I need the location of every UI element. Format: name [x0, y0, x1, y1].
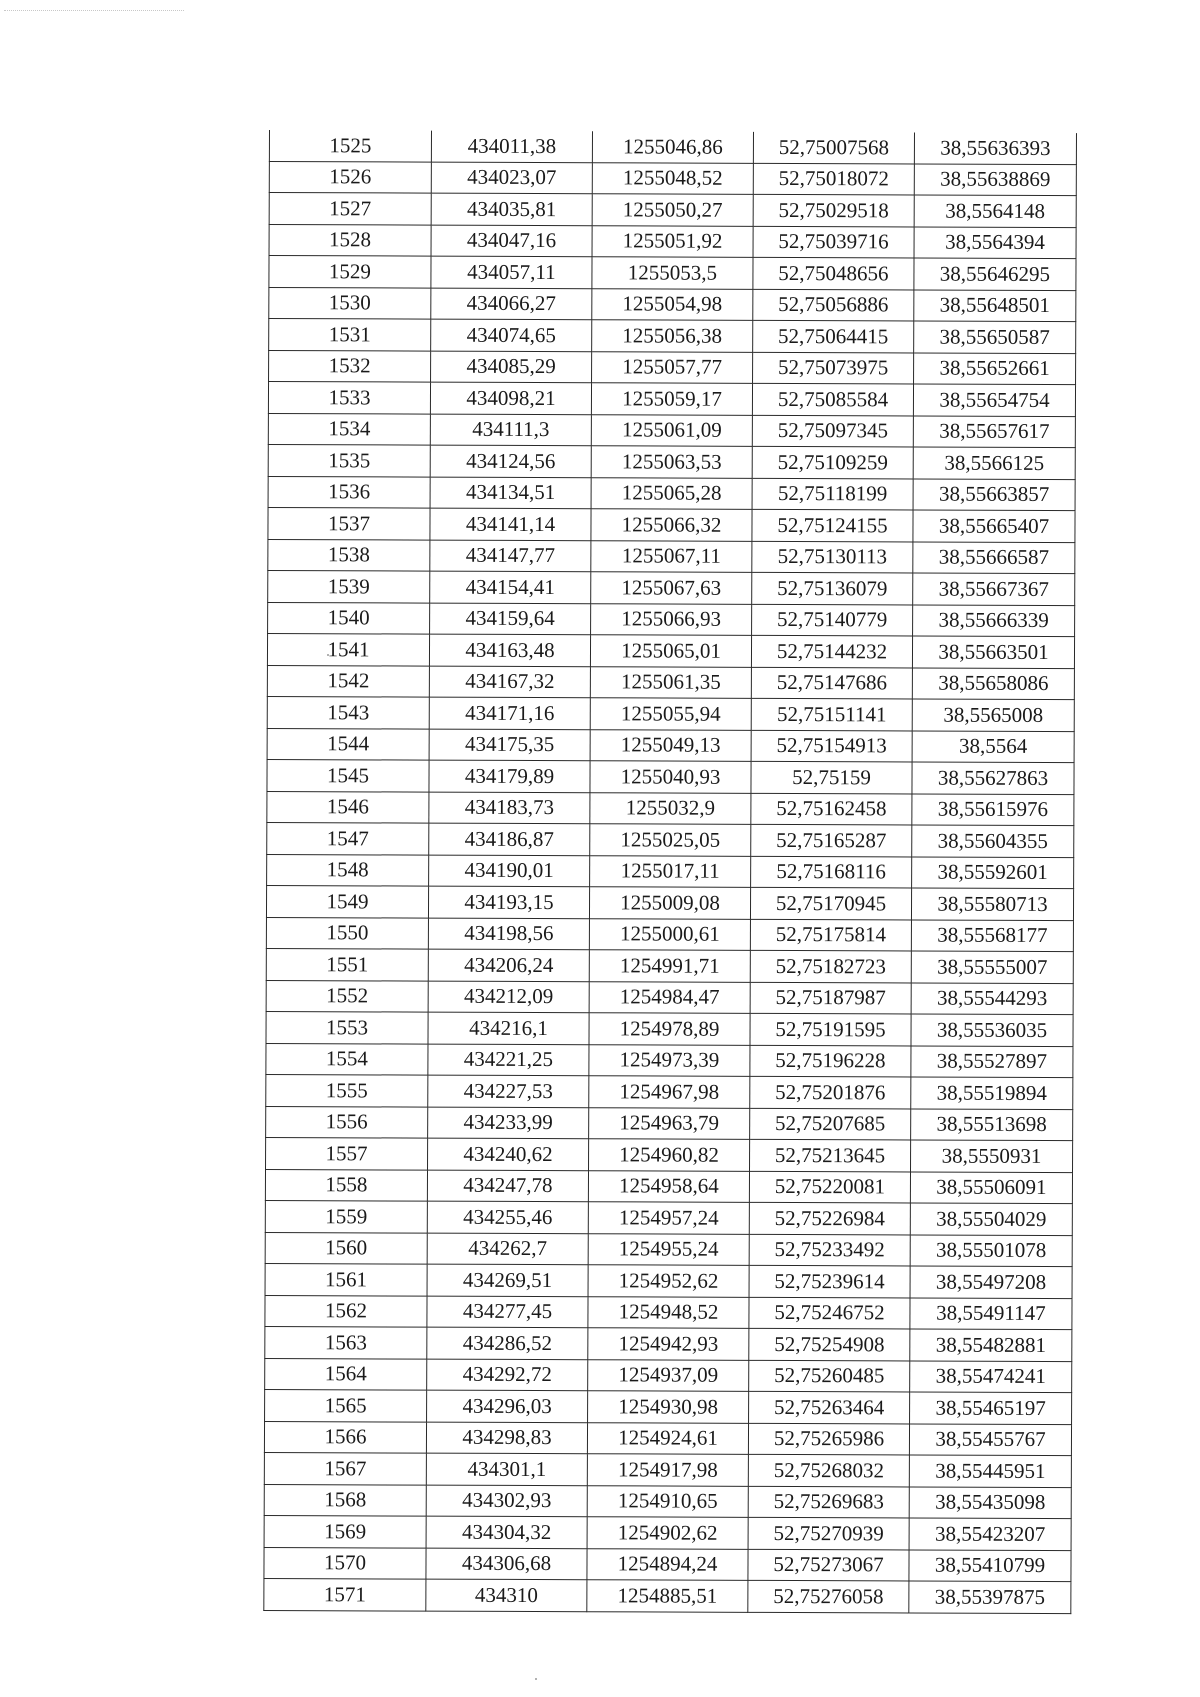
- latitude-cell: 52,75268032: [748, 1454, 909, 1486]
- longitude-cell: 38,55663857: [913, 478, 1075, 510]
- longitude-cell: 38,55513698: [911, 1108, 1073, 1140]
- longitude-cell: 38,55646295: [914, 258, 1076, 290]
- longitude-cell: 38,55650587: [914, 321, 1076, 353]
- latitude-cell: 52,75168116: [751, 856, 912, 888]
- point-number-cell: 1567: [264, 1452, 426, 1484]
- x-coordinate-cell: 434198,56: [428, 918, 589, 950]
- y-coordinate-cell: 1255056,38: [592, 320, 753, 352]
- y-coordinate-cell: 1255048,52: [592, 162, 753, 194]
- point-number-cell: 1536: [268, 476, 430, 508]
- latitude-cell: 52,75265986: [748, 1423, 909, 1455]
- latitude-cell: 52,75048656: [753, 257, 914, 289]
- longitude-cell: 38,5564148: [914, 195, 1076, 227]
- point-number-cell: 1532: [269, 350, 431, 382]
- table-row: [265, 1232, 1072, 1267]
- longitude-cell: 38,55445951: [909, 1455, 1071, 1487]
- point-number-cell: 1557: [266, 1137, 428, 1169]
- table-row: [268, 382, 1075, 417]
- latitude-cell: 52,75007568: [753, 132, 914, 164]
- table-row: [269, 350, 1076, 385]
- longitude-cell: 38,55423207: [909, 1518, 1071, 1550]
- point-number-cell: 1530: [269, 287, 431, 319]
- x-coordinate-cell: 434286,52: [427, 1327, 588, 1359]
- longitude-cell: 38,55667367: [913, 573, 1075, 605]
- longitude-cell: 38,5565008: [912, 699, 1074, 731]
- table-row: [268, 570, 1075, 605]
- y-coordinate-cell: 1255000,61: [589, 918, 750, 950]
- point-number-cell: 1540: [268, 602, 430, 634]
- table-row: [266, 917, 1073, 952]
- table-row: [269, 161, 1076, 196]
- x-coordinate-cell: 434186,87: [429, 823, 590, 855]
- longitude-cell: 38,55397875: [909, 1581, 1071, 1613]
- y-coordinate-cell: 1255051,92: [592, 225, 753, 257]
- longitude-cell: 38,55536035: [911, 1014, 1073, 1046]
- longitude-cell: 38,55638869: [914, 163, 1076, 195]
- y-coordinate-cell: 1254885,51: [587, 1580, 748, 1612]
- coordinates-table: [263, 130, 1077, 1614]
- point-number-cell: 1545: [267, 759, 429, 791]
- point-number-cell: 1528: [269, 224, 431, 256]
- x-coordinate-cell: 434298,83: [426, 1422, 587, 1454]
- point-number-cell: 1556: [266, 1106, 428, 1138]
- latitude-cell: 52,75018072: [753, 163, 914, 195]
- x-coordinate-cell: 434159,64: [430, 603, 591, 635]
- y-coordinate-cell: 1255063,53: [591, 446, 752, 478]
- latitude-cell: 52,75220081: [749, 1171, 910, 1203]
- point-number-cell: 1544: [267, 728, 429, 760]
- latitude-cell: 52,75170945: [750, 887, 911, 919]
- table-row: [267, 791, 1074, 826]
- table-row: [267, 696, 1074, 731]
- y-coordinate-cell: 1255009,08: [589, 887, 750, 919]
- longitude-cell: 38,5566125: [913, 447, 1075, 479]
- latitude-cell: 52,75254908: [749, 1328, 910, 1360]
- latitude-cell: 52,75182723: [750, 950, 911, 982]
- table-row: [266, 885, 1073, 920]
- y-coordinate-cell: 1254955,24: [588, 1233, 749, 1265]
- x-coordinate-cell: 434212,09: [428, 981, 589, 1013]
- longitude-cell: 38,55665407: [913, 510, 1075, 542]
- table-row: [269, 319, 1076, 354]
- longitude-cell: 38,55666339: [913, 604, 1075, 636]
- table-row: [269, 193, 1076, 228]
- point-number-cell: 1559: [265, 1200, 427, 1232]
- table-row: [267, 854, 1074, 889]
- point-number-cell: 1542: [267, 665, 429, 697]
- longitude-cell: 38,55544293: [911, 982, 1073, 1014]
- x-coordinate-cell: 434147,77: [430, 540, 591, 572]
- latitude-cell: 52,75154913: [751, 730, 912, 762]
- point-number-cell: 1566: [264, 1421, 426, 1453]
- x-coordinate-cell: 434179,89: [429, 760, 590, 792]
- y-coordinate-cell: 1254942,93: [588, 1328, 749, 1360]
- x-coordinate-cell: 434216,1: [428, 1012, 589, 1044]
- y-coordinate-cell: 1254894,24: [587, 1548, 748, 1580]
- table-row: [268, 413, 1075, 448]
- table-row: [265, 1169, 1072, 1204]
- table-row: [265, 1389, 1072, 1424]
- x-coordinate-cell: 434296,03: [427, 1390, 588, 1422]
- table-row: [268, 507, 1075, 542]
- y-coordinate-cell: 1254948,52: [588, 1296, 749, 1328]
- latitude-cell: 52,75213645: [750, 1139, 911, 1171]
- x-coordinate-cell: 434066,27: [431, 288, 592, 320]
- latitude-cell: 52,75064415: [753, 320, 914, 352]
- point-number-cell: 1527: [269, 193, 431, 225]
- table-row: [267, 633, 1074, 668]
- table-row: [264, 1547, 1071, 1582]
- point-number-cell: 1553: [266, 1011, 428, 1043]
- point-number-cell: 1561: [265, 1263, 427, 1295]
- y-coordinate-cell: 1255017,11: [590, 855, 751, 887]
- latitude-cell: 52,75147686: [751, 667, 912, 699]
- point-number-cell: 1534: [268, 413, 430, 445]
- point-number-cell: 1568: [264, 1484, 426, 1516]
- latitude-cell: 52,75196228: [750, 1045, 911, 1077]
- point-number-cell: 1539: [268, 570, 430, 602]
- point-number-cell: 1562: [265, 1295, 427, 1327]
- longitude-cell: 38,55497208: [910, 1266, 1072, 1298]
- x-coordinate-cell: 434190,01: [429, 855, 590, 887]
- table-row: [266, 1074, 1073, 1109]
- table-row: [269, 130, 1076, 164]
- longitude-cell: 38,55410799: [909, 1549, 1071, 1581]
- x-coordinate-cell: 434255,46: [427, 1201, 588, 1233]
- y-coordinate-cell: 1254984,47: [589, 981, 750, 1013]
- table-row: [264, 1421, 1071, 1456]
- scan-speck: [535, 1678, 537, 1680]
- latitude-cell: 52,75273067: [748, 1549, 909, 1581]
- x-coordinate-cell: 434247,78: [427, 1170, 588, 1202]
- point-number-cell: 1554: [266, 1043, 428, 1075]
- y-coordinate-cell: 1254910,65: [587, 1485, 748, 1517]
- x-coordinate-cell: 434206,24: [428, 949, 589, 981]
- table-row: [266, 1137, 1073, 1172]
- longitude-cell: 38,55506091: [910, 1171, 1072, 1203]
- table-row: [267, 728, 1074, 763]
- longitude-cell: 38,55652661: [914, 352, 1076, 384]
- longitude-cell: 38,55666587: [913, 541, 1075, 573]
- longitude-cell: 38,55580713: [911, 888, 1073, 920]
- table-row: [265, 1200, 1072, 1235]
- latitude-cell: 52,75136079: [752, 572, 913, 604]
- x-coordinate-cell: 434306,68: [426, 1548, 587, 1580]
- table-row: [267, 665, 1074, 700]
- y-coordinate-cell: 1255059,17: [591, 383, 752, 415]
- latitude-cell: 52,75039716: [753, 226, 914, 258]
- longitude-cell: 38,55604355: [912, 825, 1074, 857]
- longitude-cell: 38,55491147: [910, 1297, 1072, 1329]
- y-coordinate-cell: 1254960,82: [589, 1139, 750, 1171]
- y-coordinate-cell: 1255065,28: [591, 477, 752, 509]
- point-number-cell: 1548: [267, 854, 429, 886]
- table-row: [268, 476, 1075, 511]
- longitude-cell: 38,55555007: [911, 951, 1073, 983]
- point-number-cell: 1571: [264, 1578, 426, 1610]
- x-coordinate-cell: 434183,73: [429, 792, 590, 824]
- table-row: [266, 1106, 1073, 1141]
- y-coordinate-cell: 1254958,64: [588, 1170, 749, 1202]
- point-number-cell: 1560: [265, 1232, 427, 1264]
- x-coordinate-cell: 434035,81: [431, 193, 592, 225]
- latitude-cell: 52,75263464: [749, 1391, 910, 1423]
- latitude-cell: 52,75118199: [752, 478, 913, 510]
- longitude-cell: 38,55654754: [913, 384, 1075, 416]
- latitude-cell: 52,75056886: [753, 289, 914, 321]
- y-coordinate-cell: 1254952,62: [588, 1265, 749, 1297]
- x-coordinate-cell: 434193,15: [428, 886, 589, 918]
- table-row: [266, 980, 1073, 1015]
- table-row: [264, 1484, 1071, 1519]
- point-number-cell: 1565: [265, 1389, 427, 1421]
- y-coordinate-cell: 1255067,11: [591, 540, 752, 572]
- y-coordinate-cell: 1255066,32: [591, 509, 752, 541]
- y-coordinate-cell: 1254937,09: [588, 1359, 749, 1391]
- point-number-cell: 1551: [266, 948, 428, 980]
- latitude-cell: 52,75175814: [750, 919, 911, 951]
- point-number-cell: 1570: [264, 1547, 426, 1579]
- y-coordinate-cell: 1255055,94: [590, 698, 751, 730]
- longitude-cell: 38,55568177: [911, 919, 1073, 951]
- y-coordinate-cell: 1255040,93: [590, 761, 751, 793]
- point-number-cell: 1550: [266, 917, 428, 949]
- latitude-cell: 52,75073975: [753, 352, 914, 384]
- longitude-cell: 38,55658086: [912, 667, 1074, 699]
- point-number-cell: 1535: [268, 444, 430, 476]
- y-coordinate-cell: 1255066,93: [591, 603, 752, 635]
- latitude-cell: 52,75191595: [750, 1013, 911, 1045]
- point-number-cell: 1543: [267, 696, 429, 728]
- x-coordinate-cell: 434221,25: [428, 1044, 589, 1076]
- latitude-cell: 52,75270939: [748, 1517, 909, 1549]
- y-coordinate-cell: 1255065,01: [590, 635, 751, 667]
- y-coordinate-cell: 1255050,27: [592, 194, 753, 226]
- x-coordinate-cell: 434240,62: [428, 1138, 589, 1170]
- y-coordinate-cell: 1254991,71: [589, 950, 750, 982]
- table-row: [267, 759, 1074, 794]
- longitude-cell: 38,55636393: [914, 132, 1076, 164]
- x-coordinate-cell: 434292,72: [427, 1359, 588, 1391]
- latitude-cell: 52,75207685: [750, 1108, 911, 1140]
- table-row: [268, 602, 1075, 637]
- point-number-cell: 1563: [265, 1326, 427, 1358]
- longitude-cell: 38,55435098: [909, 1486, 1071, 1518]
- x-coordinate-cell: 434085,29: [431, 351, 592, 383]
- longitude-cell: 38,55627863: [912, 762, 1074, 794]
- y-coordinate-cell: 1254902,62: [587, 1517, 748, 1549]
- scan-header-artifact: [4, 10, 184, 11]
- y-coordinate-cell: 1254957,24: [588, 1202, 749, 1234]
- x-coordinate-cell: 434074,65: [431, 319, 592, 351]
- longitude-cell: 38,55501078: [910, 1234, 1072, 1266]
- longitude-cell: 38,5550931: [911, 1140, 1073, 1172]
- longitude-cell: 38,5564: [912, 730, 1074, 762]
- table-row: [269, 224, 1076, 259]
- longitude-cell: 38,5564394: [914, 226, 1076, 258]
- x-coordinate-cell: 434111,3: [430, 414, 591, 446]
- point-number-cell: 1569: [264, 1515, 426, 1547]
- x-coordinate-cell: 434262,7: [427, 1233, 588, 1265]
- y-coordinate-cell: 1255061,35: [590, 666, 751, 698]
- x-coordinate-cell: 434134,51: [430, 477, 591, 509]
- latitude-cell: 52,75124155: [752, 509, 913, 541]
- table-row: [267, 822, 1074, 857]
- y-coordinate-cell: 1254924,61: [587, 1422, 748, 1454]
- table-row: [265, 1263, 1072, 1298]
- latitude-cell: 52,75269683: [748, 1486, 909, 1518]
- y-coordinate-cell: 1255032,9: [590, 792, 751, 824]
- latitude-cell: 52,75165287: [751, 824, 912, 856]
- y-coordinate-cell: 1255053,5: [592, 257, 753, 289]
- longitude-cell: 38,55504029: [910, 1203, 1072, 1235]
- x-coordinate-cell: 434171,16: [429, 697, 590, 729]
- table-row: [264, 1452, 1071, 1487]
- table-row: [265, 1358, 1072, 1393]
- x-coordinate-cell: 434057,11: [431, 256, 592, 288]
- point-number-cell: 1546: [267, 791, 429, 823]
- x-coordinate-cell: 434163,48: [429, 634, 590, 666]
- y-coordinate-cell: 1254917,98: [587, 1454, 748, 1486]
- longitude-cell: 38,55663501: [912, 636, 1074, 668]
- latitude-cell: 52,75276058: [748, 1580, 909, 1612]
- x-coordinate-cell: 434141,14: [430, 508, 591, 540]
- table-row: [265, 1326, 1072, 1361]
- longitude-cell: 38,55592601: [912, 856, 1074, 888]
- latitude-cell: 52,75130113: [752, 541, 913, 573]
- point-number-cell: 1552: [266, 980, 428, 1012]
- latitude-cell: 52,75140779: [752, 604, 913, 636]
- x-coordinate-cell: 434011,38: [431, 131, 592, 163]
- y-coordinate-cell: 1255057,77: [592, 351, 753, 383]
- table-row: [266, 948, 1073, 983]
- latitude-cell: 52,75201876: [750, 1076, 911, 1108]
- latitude-cell: 52,75029518: [753, 194, 914, 226]
- y-coordinate-cell: 1255049,13: [590, 729, 751, 761]
- latitude-cell: 52,75162458: [751, 793, 912, 825]
- x-coordinate-cell: 434269,51: [427, 1264, 588, 1296]
- x-coordinate-cell: 434227,53: [428, 1075, 589, 1107]
- latitude-cell: 52,75260485: [749, 1360, 910, 1392]
- latitude-cell: 52,75233492: [749, 1234, 910, 1266]
- coordinates-table-body: [264, 130, 1077, 1613]
- x-coordinate-cell: 434310: [426, 1579, 587, 1611]
- latitude-cell: 52,75109259: [752, 446, 913, 478]
- point-number-cell: 1564: [265, 1358, 427, 1390]
- point-number-cell: 1558: [265, 1169, 427, 1201]
- table-row: [269, 256, 1076, 291]
- x-coordinate-cell: 434304,32: [426, 1516, 587, 1548]
- latitude-cell: 52,75239614: [749, 1265, 910, 1297]
- x-coordinate-cell: 434154,41: [430, 571, 591, 603]
- longitude-cell: 38,55455767: [909, 1423, 1071, 1455]
- table-row: [264, 1515, 1071, 1550]
- table-row: [266, 1011, 1073, 1046]
- table-row: [265, 1295, 1072, 1330]
- point-number-cell: 1526: [269, 161, 431, 193]
- longitude-cell: 38,55657617: [913, 415, 1075, 447]
- latitude-cell: 52,75085584: [752, 383, 913, 415]
- x-coordinate-cell: 434277,45: [427, 1296, 588, 1328]
- y-coordinate-cell: 1255025,05: [590, 824, 751, 856]
- x-coordinate-cell: 434023,07: [431, 162, 592, 194]
- point-number-cell: 1525: [269, 130, 431, 162]
- longitude-cell: 38,55615976: [912, 793, 1074, 825]
- x-coordinate-cell: 434124,56: [430, 445, 591, 477]
- table-row: [269, 287, 1076, 322]
- point-number-cell: 1533: [268, 382, 430, 414]
- y-coordinate-cell: 1254967,98: [589, 1076, 750, 1108]
- y-coordinate-cell: 1254973,39: [589, 1044, 750, 1076]
- table-row: [264, 1578, 1071, 1613]
- x-coordinate-cell: 434302,93: [426, 1485, 587, 1517]
- y-coordinate-cell: 1254978,89: [589, 1013, 750, 1045]
- longitude-cell: 38,55648501: [914, 289, 1076, 321]
- latitude-cell: 52,75144232: [751, 635, 912, 667]
- longitude-cell: 38,55527897: [911, 1045, 1073, 1077]
- longitude-cell: 38,55465197: [910, 1392, 1072, 1424]
- table-row: [266, 1043, 1073, 1078]
- x-coordinate-cell: 434301,1: [426, 1453, 587, 1485]
- latitude-cell: 52,75151141: [751, 698, 912, 730]
- point-number-cell: 1537: [268, 507, 430, 539]
- y-coordinate-cell: 1255067,63: [591, 572, 752, 604]
- longitude-cell: 38,55519894: [911, 1077, 1073, 1109]
- point-number-cell: 1547: [267, 822, 429, 854]
- y-coordinate-cell: 1255054,98: [592, 288, 753, 320]
- latitude-cell: 52,75226984: [749, 1202, 910, 1234]
- latitude-cell: 52,75187987: [750, 982, 911, 1014]
- x-coordinate-cell: 434167,32: [429, 666, 590, 698]
- x-coordinate-cell: 434098,21: [430, 382, 591, 414]
- latitude-cell: 52,75097345: [752, 415, 913, 447]
- y-coordinate-cell: 1254963,79: [589, 1107, 750, 1139]
- y-coordinate-cell: 1255061,09: [591, 414, 752, 446]
- x-coordinate-cell: 434233,99: [428, 1107, 589, 1139]
- longitude-cell: 38,55474241: [910, 1360, 1072, 1392]
- table-row: [268, 539, 1075, 574]
- table-row: [268, 444, 1075, 479]
- point-number-cell: 1541: [267, 633, 429, 665]
- point-number-cell: 1529: [269, 256, 431, 288]
- x-coordinate-cell: 434175,35: [429, 729, 590, 761]
- y-coordinate-cell: 1255046,86: [592, 131, 753, 163]
- point-number-cell: 1538: [268, 539, 430, 571]
- point-number-cell: 1549: [266, 885, 428, 917]
- latitude-cell: 52,75246752: [749, 1297, 910, 1329]
- point-number-cell: 1531: [269, 319, 431, 351]
- x-coordinate-cell: 434047,16: [431, 225, 592, 257]
- y-coordinate-cell: 1254930,98: [588, 1391, 749, 1423]
- point-number-cell: 1555: [266, 1074, 428, 1106]
- longitude-cell: 38,55482881: [910, 1329, 1072, 1361]
- latitude-cell: 52,75159: [751, 761, 912, 793]
